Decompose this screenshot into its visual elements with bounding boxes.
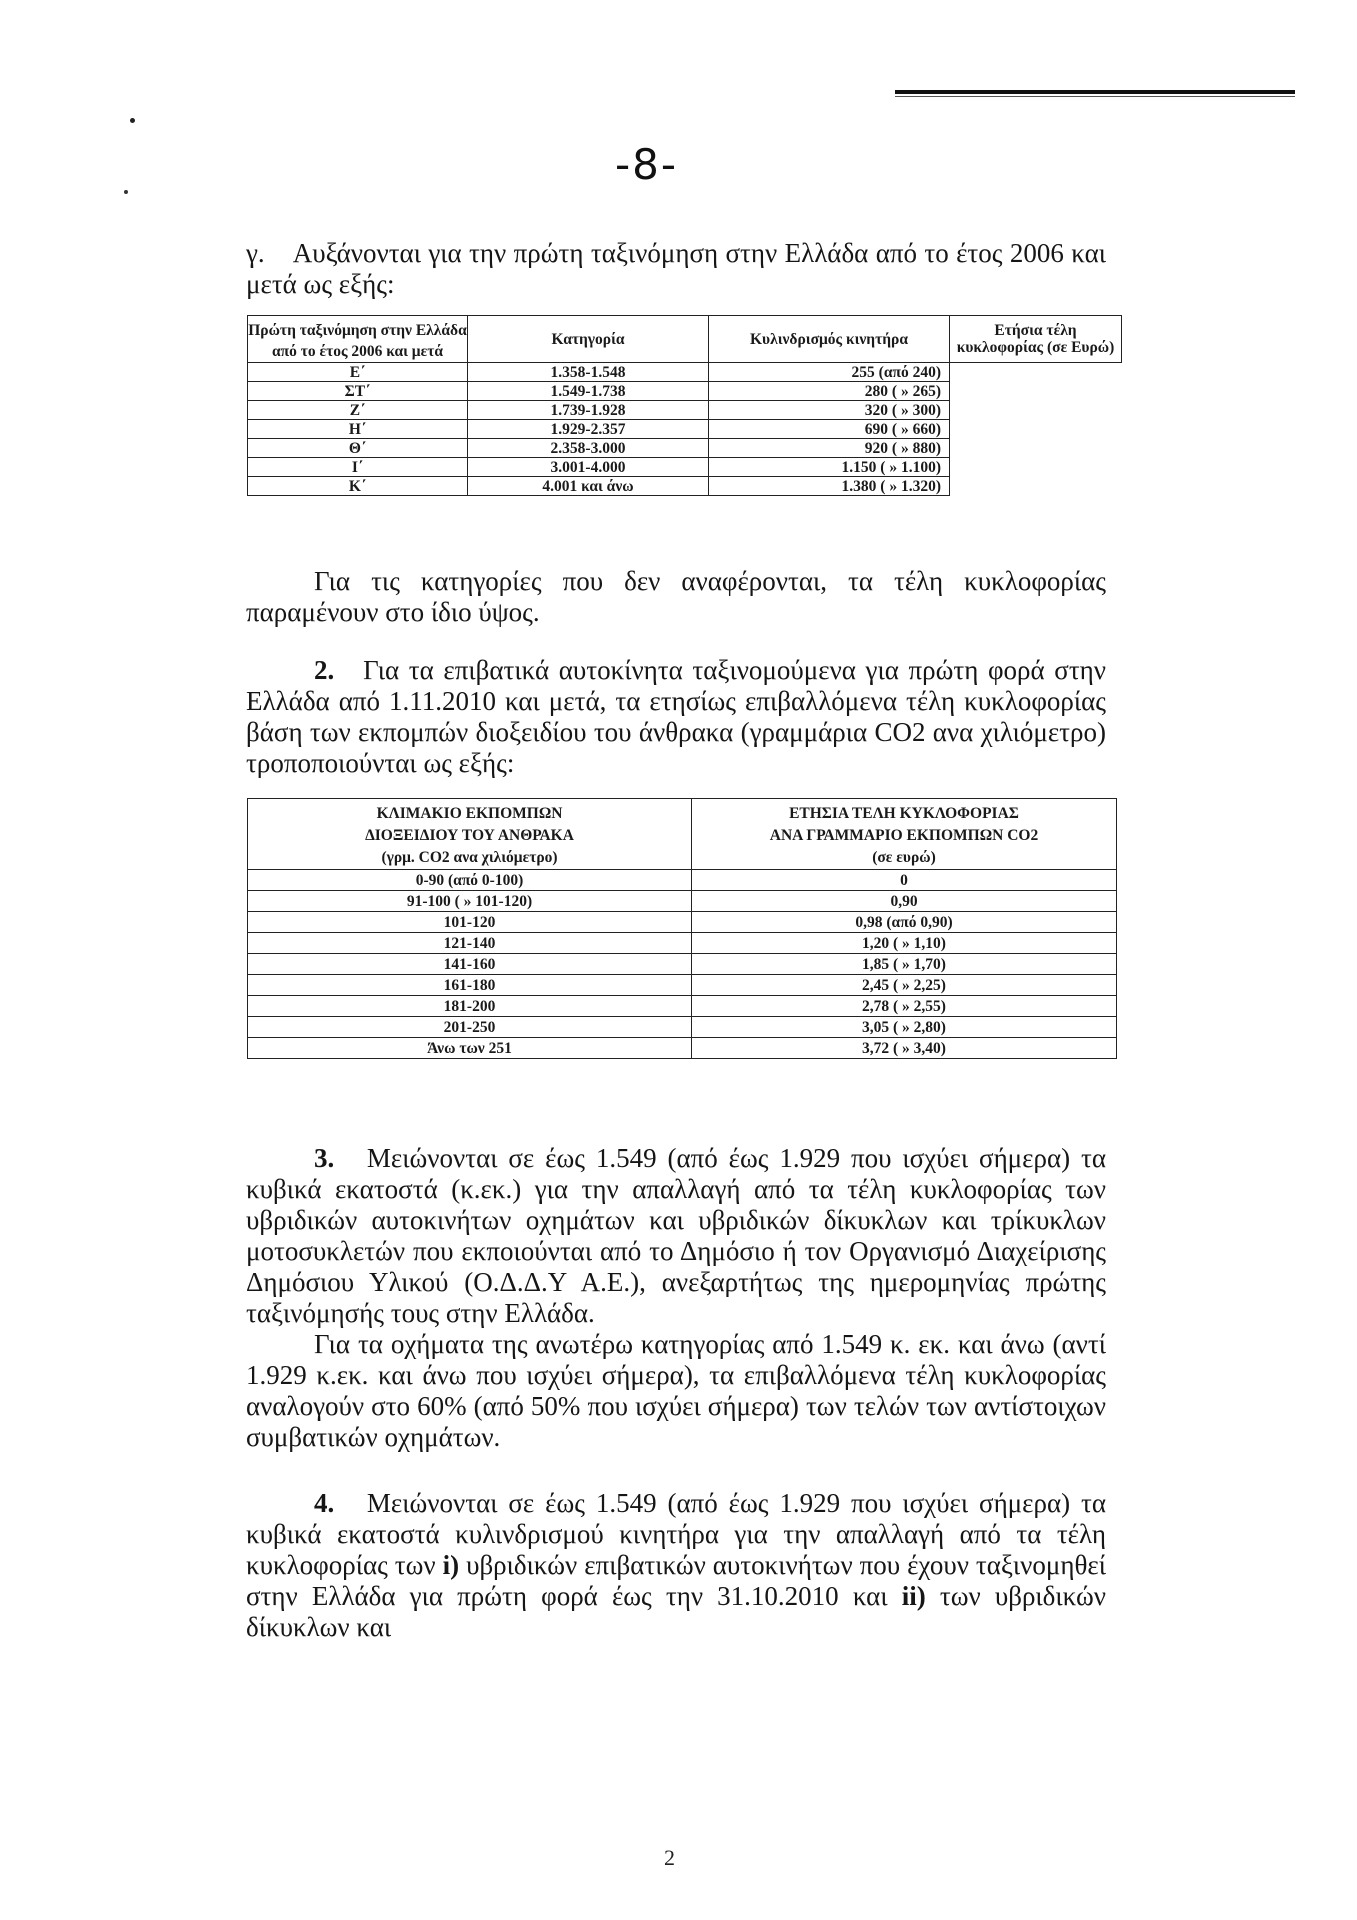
- section-4-roman-ii: ii): [901, 1581, 926, 1611]
- fee-cell: 1,85 ( » 1,70): [692, 954, 1117, 975]
- intro-label: γ.: [246, 238, 265, 268]
- header-annual-fee: Ετήσια τέλη κυκλοφορίας (σε Ευρώ): [950, 316, 1122, 363]
- fee-cell: 280 ( » 265): [709, 382, 950, 401]
- first-registration-cell: Πρώτη ταξινόμηση στην Ελλάδα από το έτος 2006 και μετά: [248, 316, 468, 363]
- table-row: [248, 477, 1122, 496]
- table-row: [248, 870, 1117, 891]
- emission-range-cell: Άνω των 251: [248, 1038, 692, 1059]
- section-4-text-c: των υβριδικών δίκυκλων και: [246, 1581, 1107, 1642]
- section-3-text-2: Για τα οχήματα της ανωτέρω κατηγορίας από 1.549 κ. εκ. και άνω (αντί 1.929 κ.εκ. και άνω που ισχύει σήμερα), τα επιβαλλόμενα τέλη κυκλοφορίας αναλογούν στο 60% (από 50% που ισχύει σήμερα) των τελών των αντίστοιχων συμβατικών οχημάτων.: [246, 1329, 1106, 1452]
- emission-range-cell: 91-100 ( » 101-120): [248, 891, 692, 912]
- cylinder-cell: 4.001 και άνω: [468, 477, 709, 496]
- emission-range-cell: 181-200: [248, 996, 692, 1017]
- fee-cell: 1.150 ( » 1.100): [709, 458, 950, 477]
- co2-fees-table: [247, 798, 1117, 1059]
- category-cell: ΣΤ΄: [248, 382, 468, 401]
- cylinder-cell: 1.549-1.738: [468, 382, 709, 401]
- fee-cell: 2,78 ( » 2,55): [692, 996, 1117, 1017]
- scan-speck: [124, 190, 128, 194]
- category-cell: Κ΄: [248, 477, 468, 496]
- section-4: [246, 1488, 1106, 1643]
- table-row: [248, 420, 1122, 439]
- fee-cell: 690 ( » 660): [709, 420, 950, 439]
- fee-cell: 0,98 (από 0,90): [692, 912, 1117, 933]
- section-4-text-b: υβριδικών επιβατικών αυτοκινήτων που έχουν ταξινομηθεί στην Ελλάδα για πρώτη φορά έως την 31.10.2010 και: [246, 1550, 1106, 1611]
- note-paragraph: [246, 566, 1106, 628]
- page-number: 2: [664, 1845, 675, 1870]
- table-row: [248, 954, 1117, 975]
- handwritten-page-mark: -8-: [615, 140, 679, 189]
- fee-cell: 0: [692, 870, 1117, 891]
- table-row: [248, 363, 1122, 382]
- header-emission-scale: [248, 799, 692, 870]
- cylinder-cell: 1.739-1.928: [468, 401, 709, 420]
- fee-cell: 1.380 ( » 1.320): [709, 477, 950, 496]
- fee-cell: 320 ( » 300): [709, 401, 950, 420]
- header-right-line: (σε ευρώ): [872, 849, 936, 866]
- table-row: [248, 382, 1122, 401]
- fee-cell: 2,45 ( » 2,25): [692, 975, 1117, 996]
- table-row: [248, 458, 1122, 477]
- section-3-text: Μειώνονται σε έως 1.549 (από έως 1.929 που ισχύει σήμερα) τα κυβικά εκατοστά (κ.εκ.) για την απαλλαγή από τα τέλη κυκλοφορίας των υβριδικών αυτοκινήτων οχημάτων και υβριδικών δίκυκλων και τρίκυκλων μοτοσυκλετών που εκποιούνται από το Δημόσιο ή τον Οργανισμό Διαχείρισης Δημόσιου Υλικού (Ο.Δ.Δ.Υ Α.Ε.), ανεξαρτήτως της ημερομηνίας πρώτης ταξινόμησής τους στην Ελλάδα.: [246, 1143, 1106, 1328]
- section-4-roman-i: i): [442, 1550, 460, 1580]
- cylinder-cell: 3.001-4.000: [468, 458, 709, 477]
- category-cell: Θ΄: [248, 439, 468, 458]
- fee-cell: 0,90: [692, 891, 1117, 912]
- section-2-text: Για τα επιβατικά αυτοκίνητα ταξινομούμενα για πρώτη φορά στην Ελλάδα από 1.11.2010 και μετά, τα ετησίως επιβαλλόμενα τέλη κυκλοφορίας βάση των εκπομπών διοξειδίου του άνθρακα (γραμμάρια CO2 ανα χιλιόμετρο) τροποποιούνται ως εξής:: [246, 655, 1107, 778]
- fee-cell: 1,20 ( » 1,10): [692, 933, 1117, 954]
- note-text: Για τις κατηγορίες που δεν αναφέρονται, τα τέλη κυκλοφορίας παραμένουν στο ίδιο ύψος.: [246, 566, 1106, 627]
- header-left-line: ΔΙΟΞΕΙΔΙΟΥ ΤΟΥ ΑΝΘΡΑΚΑ: [365, 827, 574, 844]
- cylinder-cell: 2.358-3.000: [468, 439, 709, 458]
- section-4-number: 4.: [314, 1488, 335, 1518]
- top-rule: [895, 90, 1295, 94]
- cylinder-cell: 1.929-2.357: [468, 420, 709, 439]
- category-cell: Η΄: [248, 420, 468, 439]
- emission-range-cell: 201-250: [248, 1017, 692, 1038]
- section-2: [246, 655, 1106, 779]
- table-row: [248, 439, 1122, 458]
- top-rule-thin: [895, 96, 1295, 97]
- header-right-line: ΕΤΗΣΙΑ ΤΕΛΗ ΚΥΚΛΟΦΟΡΙΑΣ: [789, 805, 1019, 822]
- scan-speck: [130, 118, 135, 123]
- fee-cell: 3,72 ( » 3,40): [692, 1038, 1117, 1059]
- emission-range-cell: 101-120: [248, 912, 692, 933]
- table-row: [248, 1017, 1117, 1038]
- fee-cell: 3,05 ( » 2,80): [692, 1017, 1117, 1038]
- section-3-number: 3.: [314, 1143, 335, 1173]
- cylinder-cell: 1.358-1.548: [468, 363, 709, 382]
- circulation-fees-table: [247, 315, 1122, 496]
- table-row: [248, 891, 1117, 912]
- header-category: Κατηγορία: [468, 316, 709, 363]
- table-row: [248, 996, 1117, 1017]
- fee-cell: 255 (από 240): [709, 363, 950, 382]
- header-annual-fee-per-gram: [692, 799, 1117, 870]
- emission-range-cell: 161-180: [248, 975, 692, 996]
- emission-range-cell: 141-160: [248, 954, 692, 975]
- intro-text: Αυξάνονται για την πρώτη ταξινόμηση στην Ελλάδα από το έτος 2006 και μετά ως εξής:: [246, 238, 1106, 299]
- header-left-line: (γρμ. CO2 ανα χιλιόμετρο): [381, 849, 558, 866]
- emission-range-cell: 121-140: [248, 933, 692, 954]
- category-cell: Ζ΄: [248, 401, 468, 420]
- intro-paragraph: [246, 238, 1106, 300]
- category-cell: Ι΄: [248, 458, 468, 477]
- table-row: [248, 912, 1117, 933]
- table-row: [248, 401, 1122, 420]
- table-row: [248, 1038, 1117, 1059]
- category-cell: Ε΄: [248, 363, 468, 382]
- section-3: [246, 1143, 1106, 1453]
- header-right-line: ΑΝΑ ΓΡΑΜΜΑΡΙΟ ΕΚΠΟΜΠΩΝ CO2: [769, 827, 1039, 844]
- emission-range-cell: 0-90 (από 0-100): [248, 870, 692, 891]
- table-row: [248, 975, 1117, 996]
- header-cylinder: Κυλινδρισμός κινητήρα: [709, 316, 950, 363]
- section-2-number: 2.: [314, 655, 335, 685]
- table-row: [248, 933, 1117, 954]
- section-4-text-a: Μειώνονται σε έως 1.549 (από έως 1.929 που ισχύει σήμερα) τα κυβικά εκατοστά κυλινδρισμού κινητήρα για την απαλλαγή από τα τέλη κυκλοφορίας των: [246, 1488, 1106, 1580]
- header-left-line: ΚΛΙΜΑΚΙΟ ΕΚΠΟΜΠΩΝ: [376, 805, 563, 822]
- fee-cell: 920 ( » 880): [709, 439, 950, 458]
